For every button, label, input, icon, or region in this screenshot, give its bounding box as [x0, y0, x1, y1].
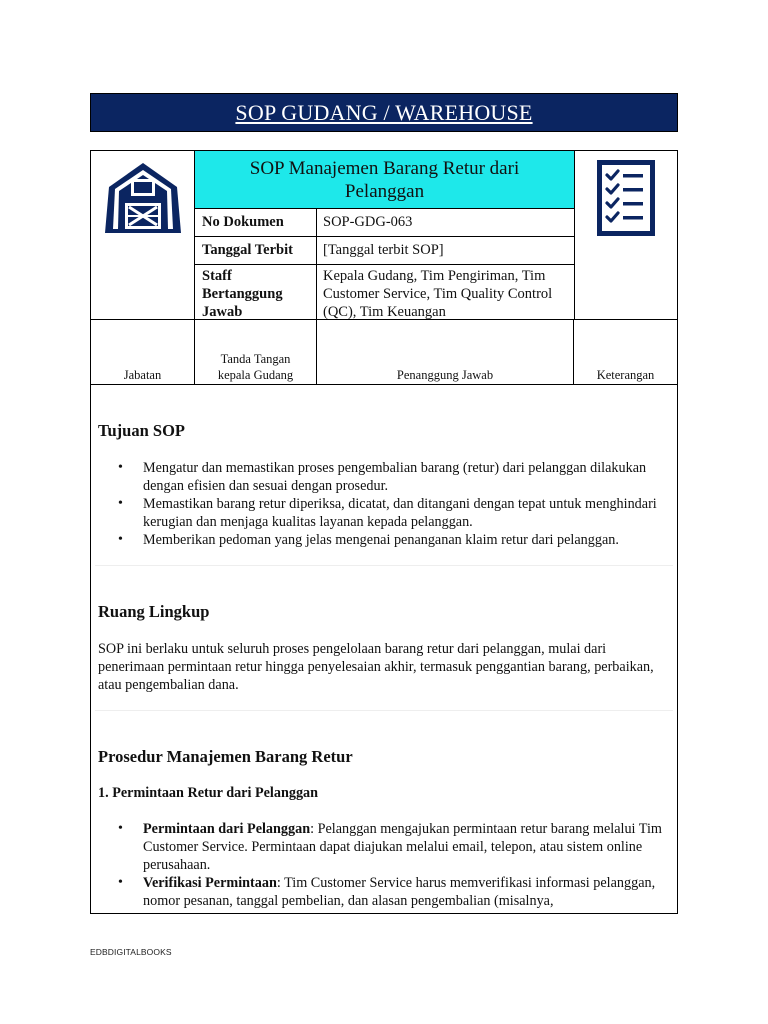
step1-title: 1. Permintaan Retur dari Pelanggan — [98, 785, 319, 801]
document-title: SOP Manajemen Barang Retur dari Pelanggan — [249, 157, 520, 202]
document-title-cell — [195, 151, 574, 209]
tujuan-heading: Tujuan SOP — [98, 421, 185, 440]
checklist-cell — [574, 151, 677, 320]
ruang-lingkup-text: SOP ini berlaku untuk seluruh proses pengelolaan barang retur dari pelanggan, mulai dari penerimaan permintaan retur hingga penyelesaian akhir, termasuk penggantian barang, perbaikan, atau pengembalian dana. — [98, 641, 654, 693]
checklist-icon — [595, 158, 657, 238]
sop-document — [90, 150, 678, 914]
keterangan-cell — [574, 320, 677, 385]
document-banner — [90, 93, 678, 132]
list-item: • Mengatur dan memastikan proses pengembalian barang (retur) dari pelanggan dilakukan dengan efisien dan sesuai dengan prosedur. — [98, 459, 670, 495]
section-prosedur — [91, 711, 677, 910]
penanggung-cell — [317, 320, 574, 385]
value-tanggal-terbit: [Tanggal terbit SOP] — [317, 237, 574, 265]
value-staff: Kepala Gudang, Tim Pengiriman, Tim Customer Service, Tim Quality Control (QC), Tim Keuangan — [317, 265, 574, 320]
footer-publisher: EDBDIGITALBOOKS — [90, 947, 172, 957]
document-body — [91, 385, 677, 910]
penanggung-label: Penanggung Jawab — [396, 368, 494, 382]
keterangan-label: Keterangan — [596, 368, 655, 382]
banner-title: SOP GUDANG / WAREHOUSE — [235, 99, 533, 125]
list-item — [98, 820, 670, 874]
list-item — [98, 874, 670, 910]
label-staff: Staff Bertanggung Jawab — [195, 265, 317, 320]
item-text: : Tim Customer Service harus memverifikasi informasi pelanggan, nomor pesanan, tanggal pembelian, dan alasan pengembalian (misalnya, — [143, 875, 656, 909]
ruang-lingkup-heading: Ruang Lingkup — [98, 602, 210, 621]
label-no-dokumen: No Dokumen — [195, 209, 317, 237]
item-text: : Pelanggan mengajukan permintaan retur barang melalui Tim Customer Service. Permintaan dapat diajukan melalui email, telepon, atau sistem online perusahaan. — [143, 821, 662, 873]
jabatan-cell — [91, 320, 195, 385]
section-tujuan — [91, 385, 677, 565]
tujuan-list — [98, 459, 670, 549]
prosedur-heading: Prosedur Manajemen Barang Retur — [98, 747, 353, 766]
list-item: • Memastikan barang retur diperiksa, dicatat, dan ditangani dengan tepat untuk menghindari kerugian dan menjaga kualitas layanan kepada pelanggan. — [98, 495, 670, 531]
header-table — [91, 151, 677, 385]
logo-cell — [91, 151, 195, 320]
item-label: Permintaan dari Pelanggan — [143, 821, 311, 837]
label-tanggal-terbit: Tanggal Terbit — [195, 237, 317, 265]
warehouse-barn-icon — [101, 159, 185, 235]
prosedur-list — [98, 820, 670, 910]
list-item: • Memberikan pedoman yang jelas mengenai penanganan klaim retur dari pelanggan. — [98, 531, 670, 549]
jabatan-label: Jabatan — [123, 368, 162, 382]
signature-cell — [195, 320, 317, 385]
section-ruang-lingkup — [91, 566, 677, 710]
value-no-dokumen: SOP-GDG-063 — [317, 209, 574, 237]
item-label: Verifikasi Permintaan — [143, 875, 277, 891]
signature-label: Tanda Tangan kepala Gudang — [217, 352, 294, 382]
